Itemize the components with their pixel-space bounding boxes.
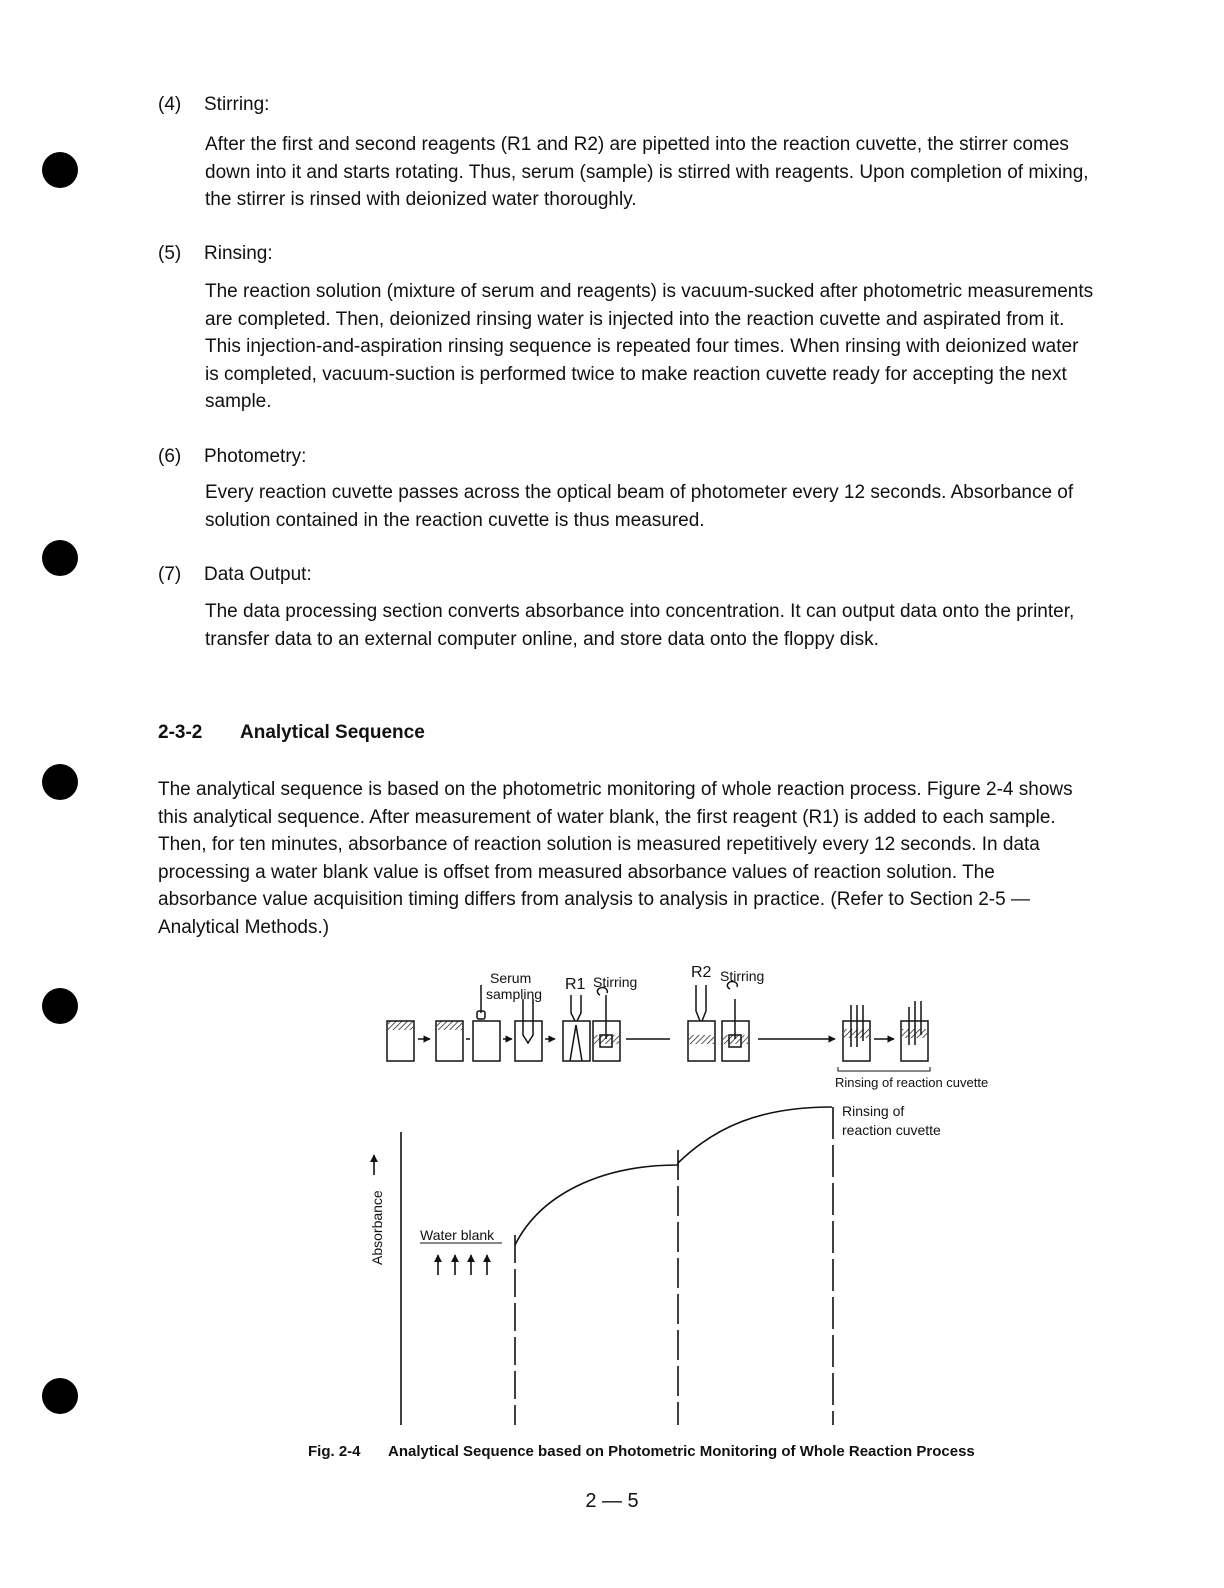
r2-probe-icon [696,985,706,1021]
cuvette-icon [473,1021,500,1061]
label-rinsing-right-2: reaction cuvette [842,1122,941,1138]
label-rinsing-top: Rinsing of reaction cuvette [835,1075,989,1090]
cuvette-icon [436,1021,463,1061]
item-title: Stirring: [204,94,270,115]
label-stirring-1: Stirring [593,974,638,990]
punch-hole-dot [42,1378,78,1414]
item-number: (6) [158,446,182,467]
item-number: (4) [158,94,182,115]
figure-caption-text: Analytical Sequence based on Photometric Monitoring of Whole Reaction Process [388,1443,975,1460]
label-stirring-2: Stirring [720,968,765,984]
punch-hole-dot [42,764,78,800]
analytical-sequence-diagram [360,955,1050,1425]
section-heading [158,722,425,744]
section-text: The analytical sequence is based on the photometric monitoring of whole reaction process. Figure 2-4 shows this analytical sequence. After measurement of water blank, the first reagent (R1) is added to each sample. Then, for ten minutes, absorbance of reaction solution is measured repetitively every 12 seconds. In data processing a water blank value is offset from measured absorbance values of reaction solution. The absorbance value acquisition timing differs from analysis to analysis in practice. (Refer to Section 2-5 — Analytical Methods.) [158,779,1073,938]
item-heading-stirring [158,91,269,118]
item-heading-rinsing [158,240,273,267]
item-text-rinsing: The reaction solution (mixture of serum and reagents) is vacuum-sucked after photometric measurements are completed. Then, deionized rinsing water is injected into the reaction cuvette and aspirated from it. This injection-and-aspiration rinsing sequence is repeated four times. When rinsing with deionized water is completed, vacuum-suction is performed twice to make reaction cuvette ready for accepting the next sample. [205,281,1094,412]
label-r1: R1 [565,976,586,993]
figure-caption [308,1443,975,1460]
label-absorbance: Absorbance [369,1190,385,1265]
punch-hole-dot [42,988,78,1024]
item-title: Photometry: [204,446,307,467]
label-r2: R2 [691,964,712,981]
figure-number: Fig. 2-4 [308,1443,361,1460]
item-title: Data Output: [204,564,312,585]
item-title: Rinsing: [204,243,273,264]
item-text-data-output: The data processing section converts absorbance into concentration. It can output data onto the printer, transfer data to an external computer online, and store data onto the floppy disk. [205,601,1075,650]
item-text-photometry: Every reaction cuvette passes across the optical beam of photometer every 12 seconds. Absorbance of solution contained in the reaction cuvette is thus measured. [205,482,1074,531]
absorbance-curve [515,1107,832,1245]
item-heading-data-output [158,561,312,588]
section-title: Analytical Sequence [240,722,425,743]
item-number: (7) [158,564,182,585]
cuvette-icon [688,1021,715,1061]
label-serum: Serum [490,970,532,986]
label-sampling: sampling [486,986,543,1002]
cuvette-icon [387,1021,414,1061]
item-text-stirring: After the first and second reagents (R1 and R2) are pipetted into the reaction cuvette, the stirrer comes down into it and starts rotating. Thus, serum (sample) is stirred with reagents. Upon completion of mixing, the stirrer is rinsed with deionized water thoroughly. [205,134,1089,210]
r1-probe-icon [571,995,581,1021]
page-number: 2 — 5 [585,1490,639,1512]
label-rinsing-right-1: Rinsing of [842,1103,905,1119]
rinsing-nozzle-icon [909,1001,921,1045]
item-number: (5) [158,243,182,264]
rinsing-nozzle-icon [851,1005,863,1047]
section-number: 2-3-2 [158,722,203,743]
label-water-blank: Water blank [420,1227,495,1243]
punch-hole-dot [42,152,78,188]
punch-hole-dot [42,540,78,576]
item-heading-photometry [158,443,306,470]
